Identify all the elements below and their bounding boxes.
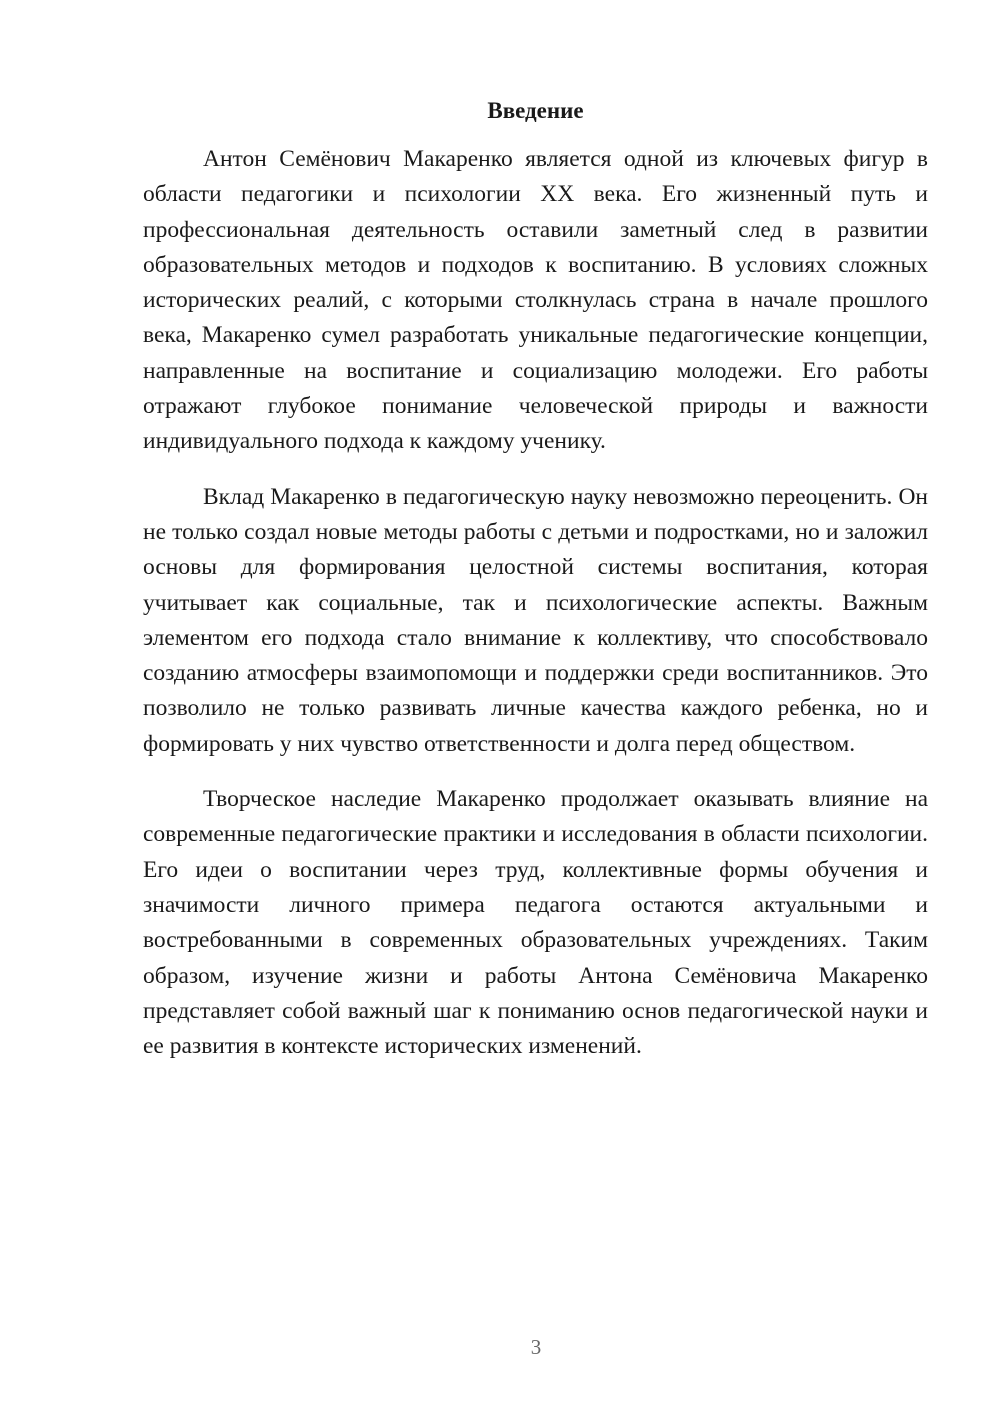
paragraph-3: Творческое наследие Макаренко продолжает оказывать влияние на современные педагогические практики и исследования в области психологии. Его идеи о воспитании через труд, коллективные формы обучения и значимости личного примера педагога остаются актуальными и востребованными в современных образовательных учреждениях. Таким образом, изучение жизни и работы Антона Семёновича Макаренко представляет собой важный шаг к пониманию основ педагогической науки и ее развития в контексте исторических изменений.	[143, 786, 928, 1060]
section-heading: Введение	[487, 98, 584, 123]
paragraph-2: Вклад Макаренко в педагогическую науку невозможно переоценить. Он не только создал новые методы работы с детьми и подростками, но и заложил основы для формирования целостной системы воспитания, которая учитывает как социальные, так и психологические аспекты. Важным элементом его подхода стало внимание к коллективу, что способствовало созданию атмосферы взаимопомощи и поддержки среди воспитанников. Это позволило не только развивать личные качества каждого ребенка, но и формировать у них чувство ответственности и долга перед обществом.	[143, 483, 928, 757]
page-number: 3	[530, 1335, 542, 1359]
body-text	[143, 142, 928, 1064]
paragraph-1: Антон Семёнович Макаренко является одной из ключевых фигур в области педагогики и психологии XX века. Его жизненный путь и профессиональная деятельность оставили заметный след в развитии образовательных методов и подходов к воспитанию. В условиях сложных исторических реалий, с которыми столкнулась страна в начале прошлого века, Макаренко сумел разработать уникальные педагогические концепции, направленные на воспитание и социализацию молодежи. Его работы отражают глубокое понимание человеческой природы и важности индивидуального подхода к каждому ученику.	[143, 146, 928, 455]
